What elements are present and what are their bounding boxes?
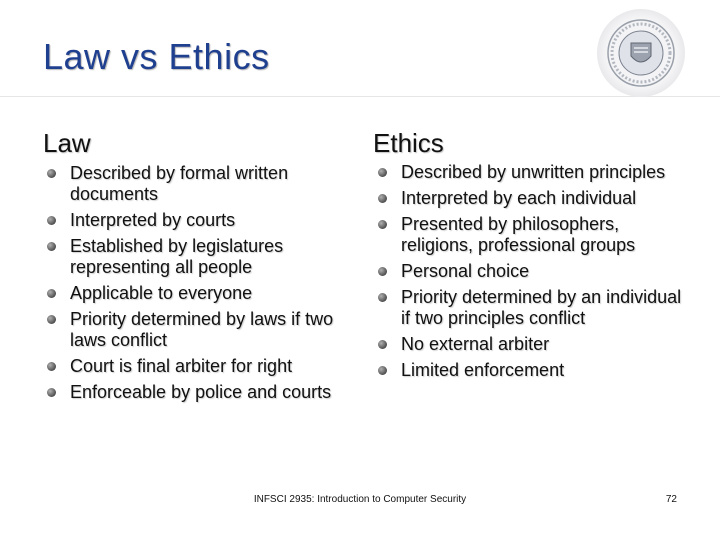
list-item-text: Court is final arbiter for right (70, 356, 293, 376)
bullet-dot-icon (47, 289, 56, 298)
list-item-text: Priority determined by laws if two laws conflict (70, 309, 334, 350)
list-item-text: Limited enforcement (401, 360, 565, 380)
ethics-bullet-list (378, 162, 688, 386)
ethics-heading: Ethics (373, 128, 444, 158)
bullet-dot-icon (47, 388, 56, 397)
bullet-dot-icon (47, 362, 56, 371)
slide-title: Law vs Ethics (43, 36, 270, 77)
law-heading: Law (43, 128, 91, 158)
list-item (378, 360, 688, 381)
list-item (47, 210, 347, 231)
footer-course-title: INFSCI 2935: Introduction to Computer Security (253, 494, 467, 505)
list-item-text: Described by unwritten principles (401, 162, 666, 182)
bullet-dot-icon (378, 366, 387, 375)
bullet-dot-icon (378, 293, 387, 302)
list-item (378, 162, 688, 183)
bullet-dot-icon (47, 242, 56, 251)
list-item-text: Interpreted by each individual (401, 188, 637, 208)
list-item-text: No external arbiter (401, 334, 550, 354)
list-item (378, 287, 688, 329)
list-item (378, 214, 688, 256)
list-item-text: Applicable to everyone (70, 283, 253, 303)
law-bullet-list (47, 163, 347, 408)
list-item-text: Established by legislatures representing all people (70, 236, 284, 277)
list-item-text: Presented by philosophers, religions, professional groups (401, 214, 636, 255)
bullet-dot-icon (378, 267, 387, 276)
university-seal-icon (596, 8, 686, 98)
list-item (378, 334, 688, 355)
list-item-text: Personal choice (401, 261, 530, 281)
bullet-dot-icon (378, 220, 387, 229)
list-item (47, 382, 347, 403)
list-item (378, 188, 688, 209)
list-item (47, 163, 347, 205)
bullet-dot-icon (378, 194, 387, 203)
list-item (47, 309, 347, 351)
list-item (47, 356, 347, 377)
page-number: 72 (665, 494, 677, 505)
bullet-dot-icon (378, 340, 387, 349)
bullet-dot-icon (47, 216, 56, 225)
list-item (47, 283, 347, 304)
list-item-text: Described by formal written documents (70, 163, 289, 204)
list-item-text: Priority determined by an individual if two principles conflict (401, 287, 682, 328)
bullet-dot-icon (47, 315, 56, 324)
bullet-dot-icon (378, 168, 387, 177)
list-item-text: Enforceable by police and courts (70, 382, 332, 402)
bullet-dot-icon (47, 169, 56, 178)
list-item (47, 236, 347, 278)
list-item-text: Interpreted by courts (70, 210, 236, 230)
list-item (378, 261, 688, 282)
